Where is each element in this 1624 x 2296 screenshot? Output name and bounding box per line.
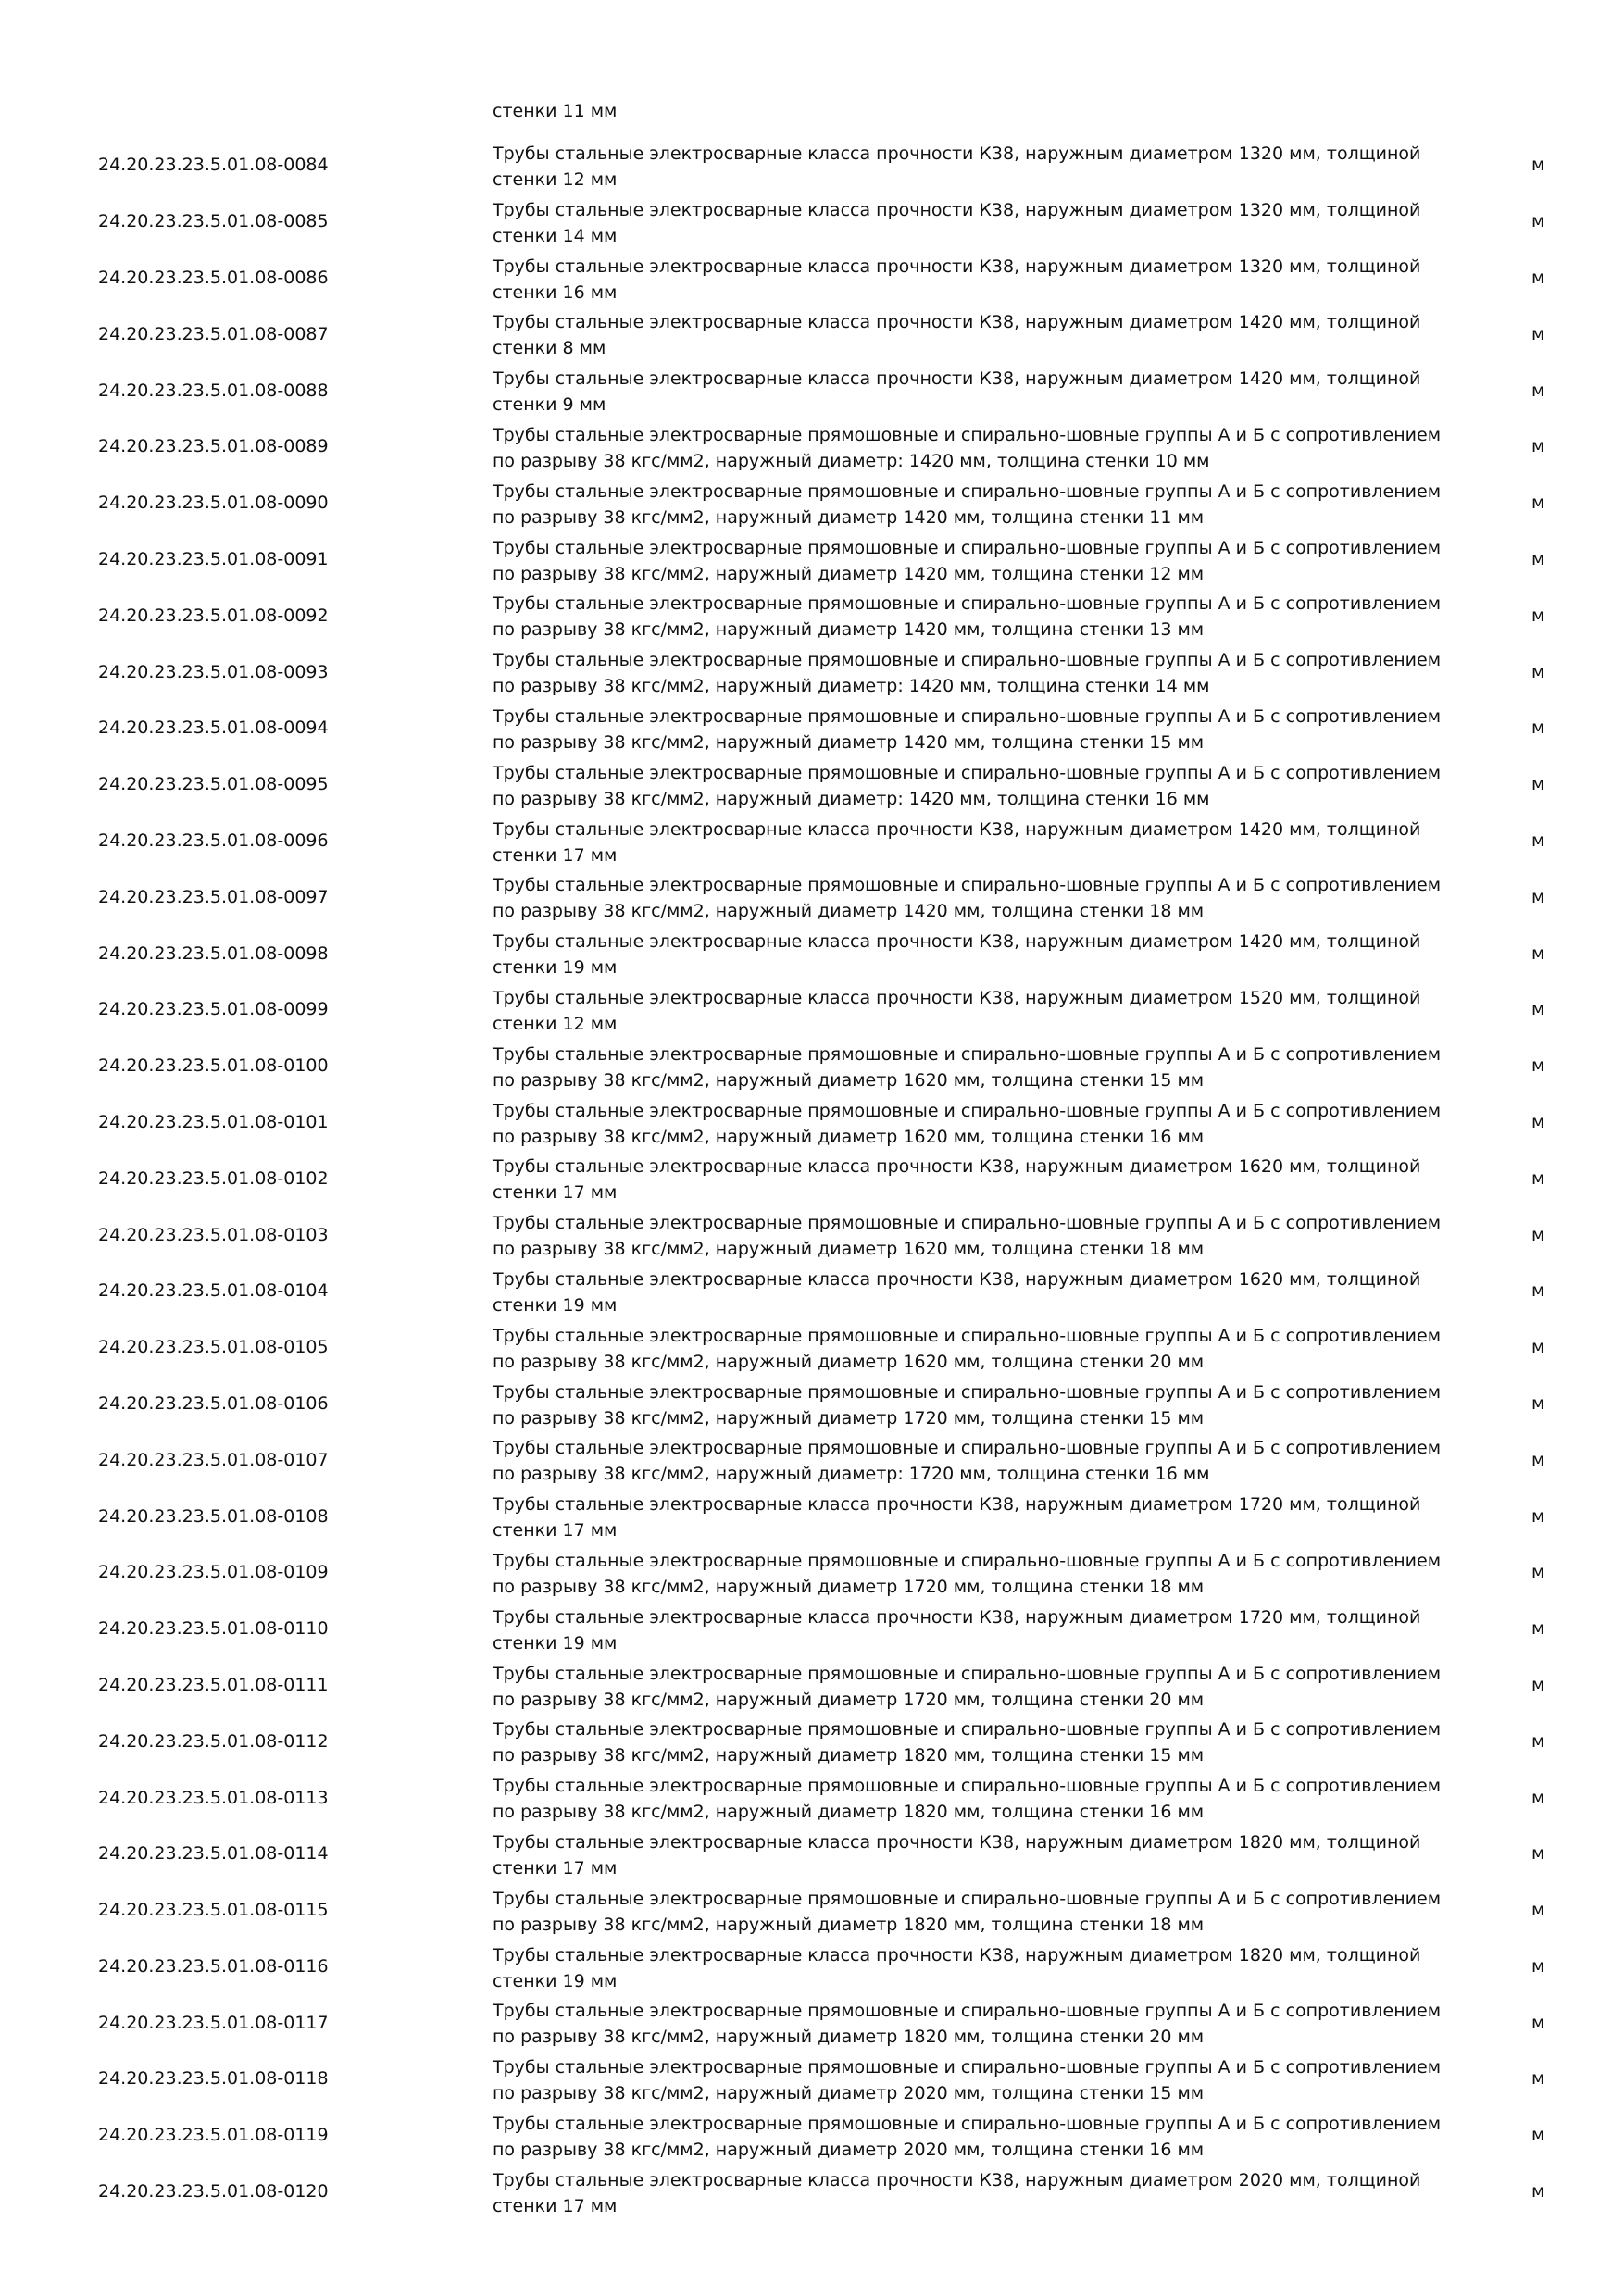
resource-code: 24.20.23.23.5.01.08-0101 xyxy=(98,1111,329,1132)
resource-code: 24.20.23.23.5.01.08-0108 xyxy=(98,1505,329,1527)
unit-of-measure: м xyxy=(1531,267,1545,288)
unit-of-measure: м xyxy=(1531,1337,1545,1358)
resource-description xyxy=(493,1716,1493,1768)
resource-description xyxy=(493,1942,1493,1994)
table-row xyxy=(0,643,1624,700)
description-line: Трубы стальные электросварные прямошовные и спирально-шовные группы А и Б с сопротивлением xyxy=(493,1100,1442,1121)
description-line: Трубы стальные электросварные прямошовные и спирально-шовные группы А и Б с сопротивлением xyxy=(493,705,1442,727)
description-line: стенки 17 мм xyxy=(493,2195,618,2216)
table-row xyxy=(0,587,1624,643)
resource-description xyxy=(493,1435,1493,1487)
unit-of-measure: м xyxy=(1531,548,1545,569)
resource-description xyxy=(493,760,1493,812)
unit-of-measure: м xyxy=(1531,1900,1545,1921)
table-row xyxy=(0,418,1624,475)
description-line: по разрыву 38 кгс/мм2, наружный диаметр 1620 мм, толщина стенки 16 мм xyxy=(493,1126,1205,1147)
description-line: Трубы стальные электросварные прямошовные и спирально-шовные группы А и Б с сопротивлением xyxy=(493,1381,1442,1403)
table-row xyxy=(0,700,1624,756)
unit-of-measure: м xyxy=(1531,436,1545,457)
resource-description xyxy=(493,366,1493,418)
resource-description xyxy=(493,1491,1493,1543)
resource-description xyxy=(493,591,1493,643)
table-row xyxy=(0,137,1624,193)
description-line: по разрыву 38 кгс/мм2, наружный диаметр 1420 мм, толщина стенки 12 мм xyxy=(493,563,1205,584)
resource-description xyxy=(493,1323,1493,1375)
resource-description xyxy=(493,985,1493,1037)
resource-description xyxy=(493,309,1493,361)
resource-code: 24.20.23.23.5.01.08-0115 xyxy=(98,1900,329,1921)
resource-description xyxy=(493,647,1493,699)
description-line: стенки 19 мм xyxy=(493,1632,618,1653)
table-row xyxy=(0,1713,1624,1769)
table-row xyxy=(0,981,1624,1038)
resource-code: 24.20.23.23.5.01.08-0103 xyxy=(98,1224,329,1245)
description-line: по разрыву 38 кгс/мм2, наружный диаметр: 1420 мм, толщина стенки 16 мм xyxy=(493,788,1210,809)
table-row xyxy=(0,1263,1624,1319)
resource-code: 24.20.23.23.5.01.08-0104 xyxy=(98,1280,329,1302)
resource-code: 24.20.23.23.5.01.08-0110 xyxy=(98,1618,329,1640)
table-row xyxy=(0,250,1624,306)
description-line: Трубы стальные электросварные класса прочности К38, наружным диаметром 1320 мм, толщиной xyxy=(493,199,1421,220)
table-row xyxy=(0,531,1624,588)
resource-description xyxy=(493,1661,1493,1713)
resource-code: 24.20.23.23.5.01.08-0107 xyxy=(98,1449,329,1470)
description-line: Трубы стальные электросварные прямошовные и спирально-шовные группы А и Б с сопротивлением xyxy=(493,1438,1442,1459)
unit-of-measure: м xyxy=(1531,1843,1545,1865)
resource-code: 24.20.23.23.5.01.08-0105 xyxy=(98,1337,329,1358)
description-line: Трубы стальные электросварные прямошовные и спирально-шовные группы А и Б с сопротивлением xyxy=(493,1325,1442,1346)
resource-description xyxy=(493,479,1493,530)
table-row xyxy=(0,193,1624,250)
description-line: стенки 17 мм xyxy=(493,1182,618,1204)
table-row xyxy=(0,1882,1624,1939)
resource-code: 24.20.23.23.5.01.08-0097 xyxy=(98,886,329,907)
table-row xyxy=(0,1769,1624,1826)
description-line: Трубы стальные электросварные прямошовные и спирально-шовные группы А и Б с сопротивлением xyxy=(493,424,1442,445)
description-line: Трубы стальные электросварные прямошовные и спирально-шовные группы А и Б с сопротивлением xyxy=(493,1663,1442,1684)
resource-code: 24.20.23.23.5.01.08-0087 xyxy=(98,323,329,344)
unit-of-measure: м xyxy=(1531,605,1545,626)
resource-code: 24.20.23.23.5.01.08-0113 xyxy=(98,1787,329,1808)
resource-description xyxy=(493,704,1493,755)
description-line: Трубы стальные электросварные прямошовные и спирально-шовные группы А и Б с сопротивлением xyxy=(493,2113,1442,2134)
description-line: Трубы стальные электросварные прямошовные и спирально-шовные группы А и Б с сопротивлением xyxy=(493,2001,1442,2022)
description-line: Трубы стальные электросварные прямошовные и спирально-шовные группы А и Б с сопротивлением xyxy=(493,2057,1442,2078)
table-row xyxy=(0,1319,1624,1376)
unit-of-measure: м xyxy=(1531,1505,1545,1527)
resource-code: 24.20.23.23.5.01.08-0092 xyxy=(98,605,329,626)
description-line: по разрыву 38 кгс/мм2, наружный диаметр 1720 мм, толщина стенки 18 мм xyxy=(493,1576,1205,1597)
resource-description xyxy=(493,929,1493,980)
resource-description xyxy=(493,2054,1493,2106)
description-line: стенки 19 мм xyxy=(493,1970,618,1991)
resource-description xyxy=(493,872,1493,924)
table-row xyxy=(0,813,1624,869)
description-line: Трубы стальные электросварные класса прочности К38, наружным диаметром 1720 мм, толщиной xyxy=(493,1494,1421,1516)
description-line: по разрыву 38 кгс/мм2, наружный диаметр 1420 мм, толщина стенки 18 мм xyxy=(493,901,1205,922)
unit-of-measure: м xyxy=(1531,1449,1545,1470)
description-line: Трубы стальные электросварные класса прочности К38, наружным диаметром 1420 мм, толщиной xyxy=(493,931,1421,953)
continuation-text: стенки 11 мм xyxy=(493,101,618,121)
resource-description xyxy=(493,197,1493,249)
description-line: стенки 17 мм xyxy=(493,844,618,866)
description-line: по разрыву 38 кгс/мм2, наружный диаметр 1620 мм, толщина стенки 20 мм xyxy=(493,1351,1205,1372)
description-line: стенки 19 мм xyxy=(493,957,618,979)
description-line: Трубы стальные электросварные класса прочности К38, наружным диаметром 1420 мм, толщиной xyxy=(493,368,1421,390)
resource-code: 24.20.23.23.5.01.08-0093 xyxy=(98,661,329,682)
unit-of-measure: м xyxy=(1531,155,1545,176)
resource-code: 24.20.23.23.5.01.08-0085 xyxy=(98,211,329,232)
resource-description xyxy=(493,1773,1493,1825)
description-line: Трубы стальные электросварные прямошовные и спирально-шовные группы А и Б с сопротивлением xyxy=(493,1888,1442,1909)
resource-description xyxy=(493,1829,1493,1881)
unit-of-measure: м xyxy=(1531,1055,1545,1077)
description-line: по разрыву 38 кгс/мм2, наружный диаметр 1420 мм, толщина стенки 15 мм xyxy=(493,731,1205,753)
resource-code: 24.20.23.23.5.01.08-0089 xyxy=(98,436,329,457)
table-row xyxy=(0,1601,1624,1657)
unit-of-measure: м xyxy=(1531,2012,1545,2033)
table-row xyxy=(0,1826,1624,1882)
description-line: по разрыву 38 кгс/мм2, наружный диаметр: 1420 мм, толщина стенки 14 мм xyxy=(493,676,1210,697)
resource-description xyxy=(493,1267,1493,1318)
resource-code: 24.20.23.23.5.01.08-0098 xyxy=(98,942,329,964)
unit-of-measure: м xyxy=(1531,1562,1545,1583)
description-line: по разрыву 38 кгс/мм2, наружный диаметр: 1720 мм, толщина стенки 16 мм xyxy=(493,1464,1210,1485)
unit-of-measure: м xyxy=(1531,323,1545,344)
table-row xyxy=(0,1544,1624,1601)
description-line: по разрыву 38 кгс/мм2, наружный диаметр 1820 мм, толщина стенки 18 мм xyxy=(493,1914,1205,1935)
description-line: стенки 8 мм xyxy=(493,338,606,359)
resource-code: 24.20.23.23.5.01.08-0109 xyxy=(98,1562,329,1583)
resource-description xyxy=(493,422,1493,474)
description-line: стенки 9 мм xyxy=(493,394,606,416)
description-line: Трубы стальные электросварные класса прочности К38, наружным диаметром 2020 мм, толщиной xyxy=(493,2169,1421,2190)
unit-of-measure: м xyxy=(1531,211,1545,232)
table-row xyxy=(0,2051,1624,2107)
table-row xyxy=(0,2164,1624,2220)
resource-description xyxy=(493,817,1493,868)
resource-code: 24.20.23.23.5.01.08-0118 xyxy=(98,2068,329,2090)
table-row xyxy=(0,306,1624,362)
description-line: по разрыву 38 кгс/мм2, наружный диаметр: 1420 мм, толщина стенки 10 мм xyxy=(493,450,1210,471)
resource-code: 24.20.23.23.5.01.08-0086 xyxy=(98,267,329,288)
description-line: стенки 14 мм xyxy=(493,225,618,246)
unit-of-measure: м xyxy=(1531,2068,1545,2090)
table-row xyxy=(0,2107,1624,2164)
description-line: по разрыву 38 кгс/мм2, наружный диаметр 1820 мм, толщина стенки 16 мм xyxy=(493,1802,1205,1823)
unit-of-measure: м xyxy=(1531,1674,1545,1695)
table-row xyxy=(0,362,1624,418)
resource-table xyxy=(0,137,1624,2219)
description-line: Трубы стальные электросварные класса прочности К38, наружным диаметром 1320 мм, толщиной xyxy=(493,256,1421,277)
resource-code: 24.20.23.23.5.01.08-0088 xyxy=(98,380,329,401)
description-line: Трубы стальные электросварные класса прочности К38, наружным диаметром 1620 мм, толщиной xyxy=(493,1268,1421,1290)
resource-description xyxy=(493,1886,1493,1938)
resource-code: 24.20.23.23.5.01.08-0091 xyxy=(98,548,329,569)
description-line: стенки 19 мм xyxy=(493,1294,618,1316)
resource-description xyxy=(493,1042,1493,1093)
resource-code: 24.20.23.23.5.01.08-0102 xyxy=(98,1167,329,1189)
description-line: Трубы стальные электросварные класса прочности К38, наружным диаметром 1820 мм, толщиной xyxy=(493,1944,1421,1965)
description-line: Трубы стальные электросварные класса прочности К38, наружным диаметром 1520 мм, толщиной xyxy=(493,987,1421,1008)
unit-of-measure: м xyxy=(1531,1730,1545,1752)
description-line: Трубы стальные электросварные класса прочности К38, наружным диаметром 1620 мм, толщиной xyxy=(493,1156,1421,1178)
description-line: по разрыву 38 кгс/мм2, наружный диаметр 1620 мм, толщина стенки 15 мм xyxy=(493,1069,1205,1091)
unit-of-measure: м xyxy=(1531,1618,1545,1640)
resource-code: 24.20.23.23.5.01.08-0095 xyxy=(98,774,329,795)
unit-of-measure: м xyxy=(1531,886,1545,907)
description-line: Трубы стальные электросварные класса прочности К38, наружным диаметром 1420 мм, толщиной xyxy=(493,312,1421,333)
table-row xyxy=(0,756,1624,813)
unit-of-measure: м xyxy=(1531,999,1545,1020)
unit-of-measure: м xyxy=(1531,1787,1545,1808)
description-line: Трубы стальные электросварные прямошовные и спирально-шовные группы А и Б с сопротивлением xyxy=(493,1550,1442,1571)
description-line: по разрыву 38 кгс/мм2, наружный диаметр 1720 мм, толщина стенки 15 мм xyxy=(493,1407,1205,1429)
unit-of-measure: м xyxy=(1531,1224,1545,1245)
description-line: Трубы стальные электросварные класса прочности К38, наружным диаметром 1320 мм, толщиной xyxy=(493,144,1421,164)
resource-code: 24.20.23.23.5.01.08-0117 xyxy=(98,2012,329,2033)
description-line: по разрыву 38 кгс/мм2, наружный диаметр 2020 мм, толщина стенки 16 мм xyxy=(493,2139,1205,2160)
table-row xyxy=(0,1657,1624,1714)
table-row xyxy=(0,925,1624,981)
resource-description xyxy=(493,1210,1493,1262)
description-line: Трубы стальные электросварные прямошовные и спирально-шовные группы А и Б с сопротивлением xyxy=(493,1776,1442,1797)
table-row xyxy=(0,1939,1624,1995)
unit-of-measure: м xyxy=(1531,1167,1545,1189)
resource-description xyxy=(493,1548,1493,1600)
resource-code: 24.20.23.23.5.01.08-0111 xyxy=(98,1674,329,1695)
resource-code: 24.20.23.23.5.01.08-0119 xyxy=(98,2125,329,2146)
description-line: по разрыву 38 кгс/мм2, наружный диаметр 1720 мм, толщина стенки 20 мм xyxy=(493,1689,1205,1710)
unit-of-measure: м xyxy=(1531,718,1545,739)
table-row xyxy=(0,868,1624,925)
description-line: по разрыву 38 кгс/мм2, наружный диаметр 2020 мм, толщина стенки 15 мм xyxy=(493,2083,1205,2104)
table-row xyxy=(0,475,1624,531)
resource-code: 24.20.23.23.5.01.08-0120 xyxy=(98,2181,329,2202)
resource-code: 24.20.23.23.5.01.08-0096 xyxy=(98,830,329,851)
description-line: Трубы стальные электросварные прямошовные и спирально-шовные группы А и Б с сопротивлением xyxy=(493,1043,1442,1065)
table-row xyxy=(0,1206,1624,1263)
description-line: стенки 12 мм xyxy=(493,1013,618,1034)
description-line: стенки 17 мм xyxy=(493,1857,618,1878)
resource-code: 24.20.23.23.5.01.08-0084 xyxy=(98,155,329,176)
description-line: стенки 16 мм xyxy=(493,281,618,303)
description-line: по разрыву 38 кгс/мм2, наружный диаметр 1620 мм, толщина стенки 18 мм xyxy=(493,1239,1205,1260)
table-row xyxy=(0,1094,1624,1151)
resource-code: 24.20.23.23.5.01.08-0106 xyxy=(98,1392,329,1414)
description-line: Трубы стальные электросварные прямошовные и спирально-шовные группы А и Б с сопротивлением xyxy=(493,762,1442,783)
resource-description xyxy=(493,254,1493,306)
description-line: по разрыву 38 кгс/мм2, наружный диаметр 1420 мм, толщина стенки 13 мм xyxy=(493,619,1205,641)
description-line: по разрыву 38 кгс/мм2, наружный диаметр 1820 мм, толщина стенки 20 мм xyxy=(493,2027,1205,2048)
unit-of-measure: м xyxy=(1531,1955,1545,1977)
resource-code: 24.20.23.23.5.01.08-0112 xyxy=(98,1730,329,1752)
resource-code: 24.20.23.23.5.01.08-0090 xyxy=(98,493,329,514)
resource-code: 24.20.23.23.5.01.08-0116 xyxy=(98,1955,329,1977)
resource-code: 24.20.23.23.5.01.08-0100 xyxy=(98,1055,329,1077)
unit-of-measure: м xyxy=(1531,2181,1545,2202)
unit-of-measure: м xyxy=(1531,380,1545,401)
unit-of-measure: м xyxy=(1531,774,1545,795)
unit-of-measure: м xyxy=(1531,830,1545,851)
resource-description xyxy=(493,1604,1493,1656)
description-line: Трубы стальные электросварные прямошовные и спирально-шовные группы А и Б с сопротивлением xyxy=(493,593,1442,615)
description-line: Трубы стальные электросварные прямошовные и спирально-шовные группы А и Б с сопротивлением xyxy=(493,650,1442,671)
unit-of-measure: м xyxy=(1531,1111,1545,1132)
description-line: Трубы стальные электросварные прямошовные и спирально-шовные группы А и Б с сопротивлением xyxy=(493,875,1442,896)
description-line: стенки 12 мм xyxy=(493,169,618,190)
unit-of-measure: м xyxy=(1531,493,1545,514)
resource-code: 24.20.23.23.5.01.08-0114 xyxy=(98,1843,329,1865)
description-line: по разрыву 38 кгс/мм2, наружный диаметр 1820 мм, толщина стенки 15 мм xyxy=(493,1745,1205,1766)
resource-description xyxy=(493,535,1493,587)
table-row xyxy=(0,1488,1624,1544)
unit-of-measure: м xyxy=(1531,661,1545,682)
description-line: Трубы стальные электросварные прямошовные и спирально-шовные группы А и Б с сопротивлением xyxy=(493,537,1442,558)
unit-of-measure: м xyxy=(1531,2125,1545,2146)
unit-of-measure: м xyxy=(1531,1392,1545,1414)
unit-of-measure: м xyxy=(1531,1280,1545,1302)
resource-description xyxy=(493,2111,1493,2163)
description-line: Трубы стальные электросварные класса прочности К38, наружным диаметром 1720 мм, толщиной xyxy=(493,1606,1421,1628)
description-line: по разрыву 38 кгс/мм2, наружный диаметр 1420 мм, толщина стенки 11 мм xyxy=(493,506,1205,528)
table-row xyxy=(0,1038,1624,1094)
table-row xyxy=(0,1431,1624,1488)
table-row xyxy=(0,1376,1624,1432)
description-line: Трубы стальные электросварные прямошовные и спирально-шовные группы А и Б с сопротивлением xyxy=(493,480,1442,502)
resource-code: 24.20.23.23.5.01.08-0094 xyxy=(98,718,329,739)
table-row xyxy=(0,1150,1624,1206)
description-line: Трубы стальные электросварные прямошовные и спирально-шовные группы А и Б с сопротивлением xyxy=(493,1719,1442,1741)
description-line: Трубы стальные электросварные класса прочности К38, наружным диаметром 1420 мм, толщиной xyxy=(493,818,1421,840)
table-row xyxy=(0,1994,1624,2051)
unit-of-measure: м xyxy=(1531,942,1545,964)
resource-description xyxy=(493,1379,1493,1431)
description-line: Трубы стальные электросварные класса прочности К38, наружным диаметром 1820 мм, толщиной xyxy=(493,1831,1421,1853)
resource-code: 24.20.23.23.5.01.08-0099 xyxy=(98,999,329,1020)
description-line: Трубы стальные электросварные прямошовные и спирально-шовные группы А и Б с сопротивлением xyxy=(493,1213,1442,1234)
resource-description xyxy=(493,2167,1493,2219)
resource-description xyxy=(493,1098,1493,1150)
resource-description xyxy=(493,1154,1493,1205)
resource-description xyxy=(493,141,1493,193)
description-line: стенки 17 мм xyxy=(493,1520,618,1541)
resource-description xyxy=(493,1998,1493,2050)
